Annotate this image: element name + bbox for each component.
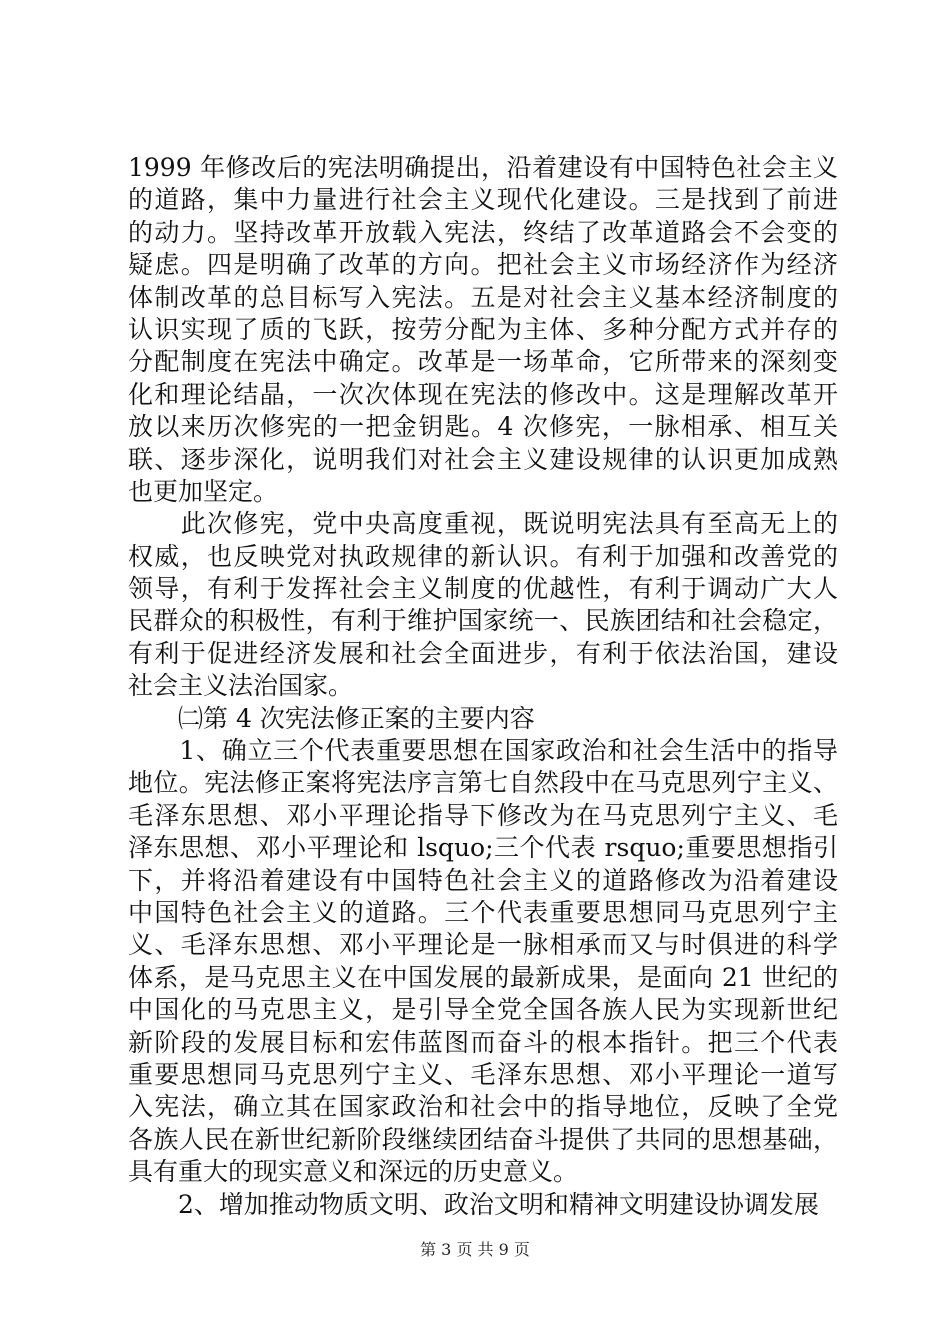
text-line: 疑虑。四是明确了改革的方向。把社会主义市场经济作为经济	[128, 250, 838, 280]
text-line: 的动力。坚持改革开放载入宪法，终结了改革道路会不会变的	[128, 217, 838, 247]
text-line: 1、确立三个代表重要思想在国家政治和社会生活中的指导	[128, 736, 838, 766]
text-line: 地位。宪法修正案将宪法序言第七自然段中在马克思列宁主义、	[128, 768, 838, 798]
page-number-footer: 第 3 页 共 9 页	[420, 1240, 530, 1259]
text-line: 民群众的积极性，有利于维护国家统一、民族团结和社会稳定，	[128, 606, 838, 636]
text-line: 新阶段的发展目标和宏伟蓝图而奋斗的根本指针。把三个代表	[128, 1027, 838, 1057]
text-line: 领导，有利于发挥社会主义制度的优越性，有利于调动广大人	[128, 574, 838, 604]
text-line: ㈡第 4 次宪法修正案的主要内容	[128, 703, 535, 733]
text-line: 放以来历次修宪的一把金钥匙。4 次修宪，一脉相承、相互关	[128, 412, 838, 442]
text-line: 中国特色社会主义的道路。三个代表重要思想同马克思列宁主	[128, 897, 838, 927]
text-line: 重要思想同马克思列宁主义、毛泽东思想、邓小平理论一道写	[128, 1059, 838, 1089]
text-line: 泽东思想、邓小平理论和 lsquo;三个代表 rsquo;重要思想指引	[128, 833, 838, 863]
text-line: 毛泽东思想、邓小平理论指导下修改为在马克思列宁主义、毛	[128, 800, 838, 830]
text-line: 联、逐步深化，说明我们对社会主义建设规律的认识更加成熟	[128, 444, 838, 474]
text-line: 社会主义法治国家。	[128, 671, 354, 701]
body-text	[128, 152, 838, 1221]
text-line: 此次修宪，党中央高度重视，既说明宪法具有至高无上的	[128, 509, 838, 539]
text-line: 有利于促进经济发展和社会全面进步，有利于依法治国，建设	[128, 638, 838, 668]
text-line: 也更加坚定。	[128, 476, 279, 506]
text-line: 1999 年修改后的宪法明确提出，沿着建设有中国特色社会主义	[128, 153, 838, 182]
text-line: 认识实现了质的飞跃，按劳分配为主体、多种分配方式并存的	[128, 314, 838, 344]
text-line: 义、毛泽东思想、邓小平理论是一脉相承而又与时俱进的科学	[128, 930, 838, 960]
text-line: 入宪法，确立其在国家政治和社会中的指导地位，反映了全党	[128, 1092, 838, 1122]
text-line: 各族人民在新世纪新阶段继续团结奋斗提供了共同的思想基础，	[128, 1124, 838, 1154]
text-line: 分配制度在宪法中确定。改革是一场革命，它所带来的深刻变	[128, 347, 838, 377]
text-line: 中国化的马克思主义，是引导全党全国各族人民为实现新世纪	[128, 995, 838, 1025]
text-line: 2、增加推动物质文明、政治文明和精神文明建设协调发展	[128, 1189, 819, 1219]
text-line: 具有重大的现实意义和深远的历史意义。	[128, 1157, 579, 1187]
text-line: 权威，也反映党对执政规律的新认识。有利于加强和改善党的	[128, 541, 838, 571]
text-line: 体系，是马克思主义在中国发展的最新成果，是面向 21 世纪的	[128, 962, 838, 992]
text-line: 化和理论结晶，一次次体现在宪法的修改中。这是理解改革开	[128, 379, 838, 409]
text-line: 体制改革的总目标写入宪法。五是对社会主义基本经济制度的	[128, 282, 838, 312]
text-line: 下，并将沿着建设有中国特色社会主义的道路修改为沿着建设	[128, 865, 838, 895]
text-line: 的道路，集中力量进行社会主义现代化建设。三是找到了前进	[128, 185, 838, 215]
